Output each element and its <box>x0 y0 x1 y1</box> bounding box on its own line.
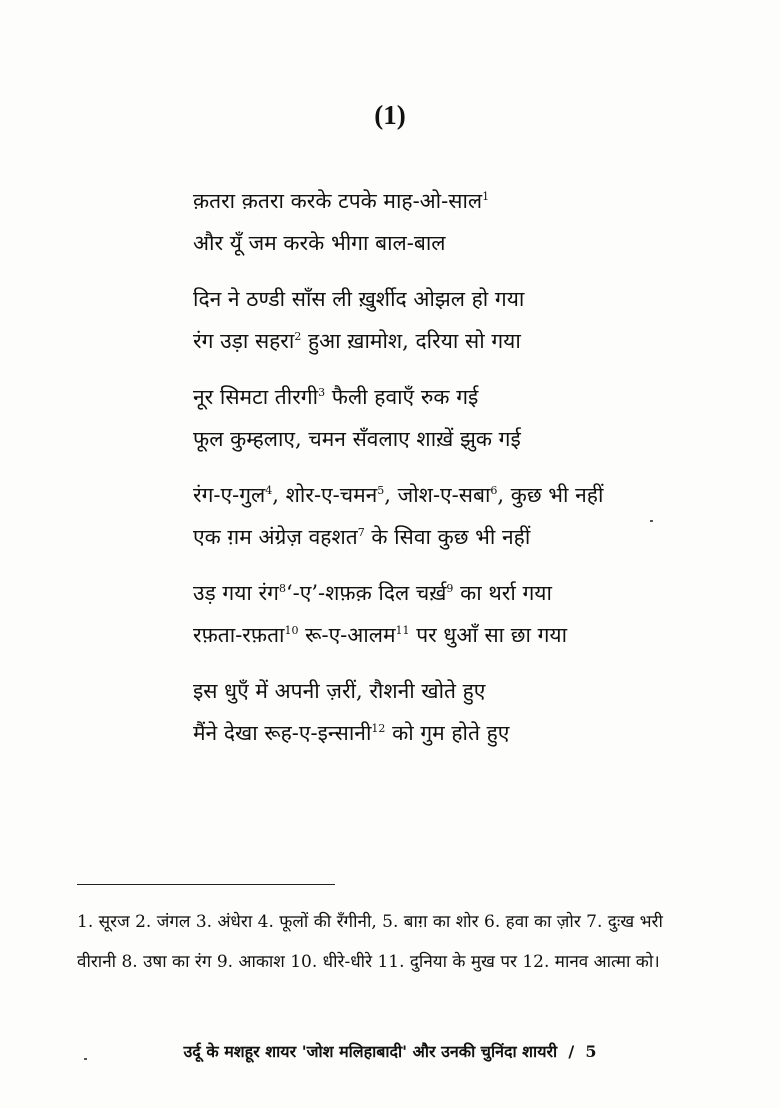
footnote-ref: 4 <box>265 484 273 497</box>
line-text: इस धुएँ में अपनी ज़रीं, रौशनी खोते हुए <box>193 679 486 703</box>
line-text: हुआ ख़ामोश, दरिया सो गया <box>301 329 521 353</box>
line-text: ‘-ए’-शफ़क़ दिल चर्ख़ <box>285 581 447 605</box>
poem-line <box>193 226 603 268</box>
stanza <box>193 576 603 660</box>
line-text: के सिवा कुछ भी नहीं <box>364 525 531 549</box>
footnote-ref: 9 <box>446 582 454 595</box>
stanza <box>193 282 603 366</box>
line-text: , जोश-ए-सबा <box>384 483 491 507</box>
line-text: दिन ने ठण्डी साँस ली ख़ुर्शीद ओझल हो गया <box>193 287 525 311</box>
poem-line <box>193 184 603 226</box>
poem-line <box>193 422 603 464</box>
footnote-ref: 1 <box>482 190 490 203</box>
line-text: , कुछ भी नहीं <box>497 483 604 507</box>
line-text: रंग-ए-गुल <box>193 483 266 507</box>
line-text: मैंने देखा रूह-ए-इन्सानी <box>193 721 372 745</box>
scan-speck <box>84 1058 87 1060</box>
footnote-ref: 12 <box>371 722 386 735</box>
footnote-ref: 3 <box>318 386 326 399</box>
page-number: 5 <box>585 1042 597 1061</box>
book-title: उर्दू के मशहूर शायर 'जोश मलिहाबादी' और उनकी चुनिंदा शायरी <box>183 1042 558 1061</box>
page-footer <box>0 1040 780 1062</box>
line-text: क़तरा क़तरा करके टपके माह-ओ-साल <box>193 189 483 213</box>
line-text: एक ग़म अंग्रेज़ वहशत <box>193 525 358 549</box>
footnote-ref: 11 <box>395 624 410 637</box>
poem-line <box>193 618 603 660</box>
line-text: नूर सिमटा तीरगी <box>193 385 319 409</box>
stanza <box>193 674 603 758</box>
footnote-ref: 2 <box>294 330 302 343</box>
poem-body <box>193 184 603 772</box>
footnote-ref: 10 <box>284 624 299 637</box>
line-text: पर धुआँ सा छा गया <box>409 623 568 647</box>
footnote-ref: 5 <box>377 484 385 497</box>
poem-line <box>193 520 603 562</box>
poem-line <box>193 576 603 618</box>
poem-line <box>193 716 603 758</box>
footnote-ref: 7 <box>357 526 365 539</box>
poem-line <box>193 674 603 716</box>
stanza <box>193 184 603 268</box>
line-text: रफ़ता-रफ़ता <box>193 623 285 647</box>
line-text: और यूँ जम करके भीगा बाल-बाल <box>193 231 446 255</box>
line-text: का थर्रा गया <box>453 581 552 605</box>
poem-line <box>193 282 603 324</box>
footnote-divider <box>77 884 335 885</box>
footnote-ref: 6 <box>490 484 498 497</box>
scan-speck <box>650 520 653 522</box>
poem-number-heading: (1) <box>374 100 406 130</box>
line-text: रू-ए-आलम <box>298 623 396 647</box>
line-text: उड़ गया रंग <box>193 581 279 605</box>
poem-line <box>193 380 603 422</box>
line-text: रंग उड़ा सहरा <box>193 329 295 353</box>
footnotes: 1. सूरज 2. जंगल 3. अंधेरा 4. फूलों की रँगीनी, 5. बाग़ का शोर 6. हवा का ज़ोर 7. दुःख भरी वीरानी 8. उषा का रंग 9. आकाश 10. धीरे-धीरे 11. दुनिया के मुख पर 12. मानव आत्मा को। <box>77 912 663 972</box>
poem-line <box>193 324 603 366</box>
line-text: फैली हवाएँ रुक गई <box>325 385 479 409</box>
line-text: फूल कुम्हलाए, चमन सँवलाए शाख़ें झुक गई <box>193 427 521 451</box>
footnote-ref: 8 <box>278 582 286 595</box>
footer-separator: / <box>568 1042 575 1061</box>
stanza <box>193 380 603 464</box>
line-text: को गुम होते हुए <box>385 721 510 745</box>
stanza <box>193 478 603 562</box>
poem-line <box>193 478 603 520</box>
line-text: , शोर-ए-चमन <box>272 483 378 507</box>
